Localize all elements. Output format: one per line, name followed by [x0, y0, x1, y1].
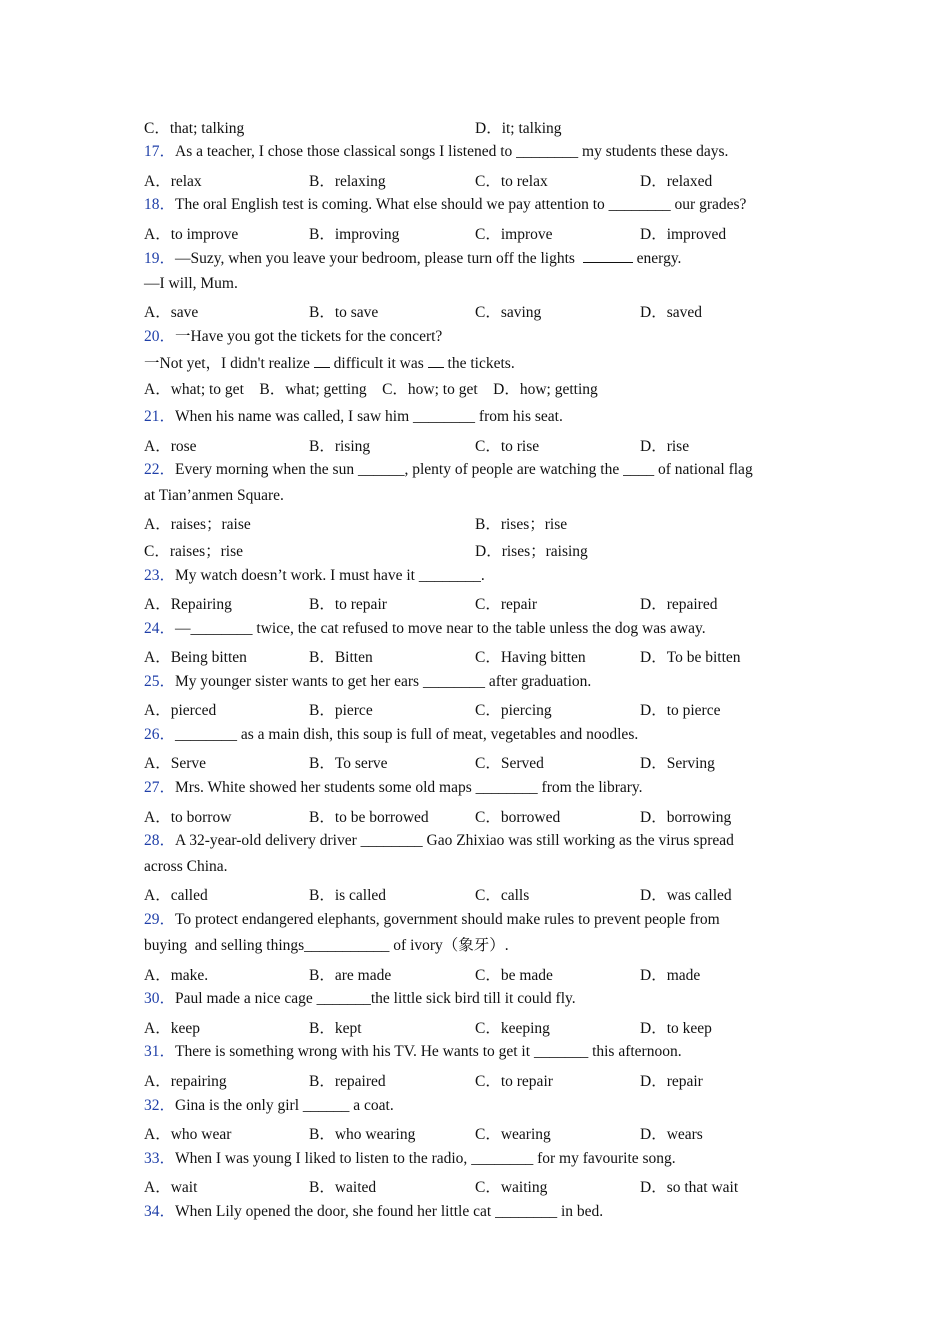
question-number: 21． [144, 408, 176, 425]
option-c: C．Having bitten [475, 649, 586, 666]
question-number: 30． [144, 990, 176, 1007]
option-a: A．make. [144, 967, 209, 984]
option-c: C．that; talking [144, 120, 245, 137]
question-20-reply: 一Not yet，I didn't realize difficult it was the tickets. [144, 355, 515, 372]
option-d: D．wears [640, 1126, 703, 1143]
option-c: C．Served [475, 755, 544, 772]
option-b: B．to repair [309, 596, 387, 613]
option-d: D．was called [640, 887, 732, 904]
option-b: B．to be borrowed [309, 809, 429, 826]
option-a: A．raises；raise [144, 516, 251, 533]
option-d: D．made [640, 967, 701, 984]
option-b: B．rising [309, 438, 371, 455]
option-c: C．improve [475, 226, 553, 243]
option-a: A．relax [144, 173, 202, 190]
option-c: C．calls [475, 887, 530, 904]
question-17: 17．As a teacher, I chose those classical songs I listened to ________ my students these days. [144, 143, 729, 160]
question-32: 32．Gina is the only girl ______ a coat. [144, 1097, 394, 1114]
question-31: 31．There is something wrong with his TV. He wants to get it _______ this afternoon. [144, 1043, 682, 1060]
option-a: A．wait [144, 1179, 198, 1196]
question-18: 18．The oral English test is coming. What else should we pay attention to ________ our grades? [144, 196, 747, 213]
option-c: C．piercing [475, 702, 552, 719]
option-c: C．raises；rise [144, 543, 244, 560]
option-c: C．keeping [475, 1020, 550, 1037]
question-number: 17． [144, 143, 176, 160]
question-number: 33． [144, 1150, 176, 1167]
question-23: 23．My watch doesn’t work. I must have it ________. [144, 567, 485, 584]
question-28: 28．A 32-year-old delivery driver ________ Gao Zhixiao was still working as the virus spread [144, 832, 734, 849]
question-34: 34．When Lily opened the door, she found her little cat ________ in bed. [144, 1203, 604, 1220]
question-19-reply: —I will, Mum. [144, 275, 238, 292]
question-22-cont: at Tian’anmen Square. [144, 487, 284, 504]
question-number: 24． [144, 620, 176, 637]
question-number: 34． [144, 1203, 176, 1220]
question-29: 29．To protect endangered elephants, government should make rules to prevent people from [144, 911, 720, 928]
option-b: B．Bitten [309, 649, 373, 666]
question-28-cont: across China. [144, 858, 228, 875]
question-number: 28． [144, 832, 176, 849]
answer-blank [583, 248, 633, 263]
option-a: A．who wear [144, 1126, 232, 1143]
option-a: A．save [144, 304, 199, 321]
option-a: A．rose [144, 438, 197, 455]
option-d: D．so that wait [640, 1179, 739, 1196]
question-number: 22． [144, 461, 176, 478]
question-19: 19．—Suzy, when you leave your bedroom, please turn off the lights energy. [144, 250, 682, 267]
option-a: A．Being bitten [144, 649, 247, 666]
question-25: 25．My younger sister wants to get her ears ________ after graduation. [144, 673, 592, 690]
option-a: A．keep [144, 1020, 200, 1037]
option-d: D．relaxed [640, 173, 713, 190]
option-c: C．saving [475, 304, 542, 321]
option-a: A．Serve [144, 755, 206, 772]
question-20: 20．一Have you got the tickets for the concert? [144, 328, 443, 345]
option-c: C．repair [475, 596, 537, 613]
question-number: 29． [144, 911, 176, 928]
options-row: A．what; to get B．what; getting C．how; to get D．how; getting [144, 381, 598, 398]
question-number: 20． [144, 328, 176, 345]
option-c: C．to repair [475, 1073, 553, 1090]
option-d: D．rise [640, 438, 690, 455]
question-number: 27． [144, 779, 176, 796]
option-c: C．to relax [475, 173, 548, 190]
option-a: A．to improve [144, 226, 239, 243]
option-b: B．are made [309, 967, 392, 984]
option-a: A．Repairing [144, 596, 232, 613]
option-b: B．improving [309, 226, 400, 243]
option-d: D．to pierce [640, 702, 721, 719]
option-b: B．pierce [309, 702, 373, 719]
option-d: D．To be bitten [640, 649, 741, 666]
question-29-cont: buying and selling things___________ of ivory（象牙）. [144, 937, 509, 954]
option-d: D．borrowing [640, 809, 732, 826]
question-21: 21．When his name was called, I saw him ________ from his seat. [144, 408, 563, 425]
option-c: C．be made [475, 967, 553, 984]
option-a: A．called [144, 887, 208, 904]
question-number: 26． [144, 726, 176, 743]
option-d: D．to keep [640, 1020, 712, 1037]
option-c: C．waiting [475, 1179, 548, 1196]
option-d: D．repair [640, 1073, 703, 1090]
option-b: B．rises；rise [475, 516, 568, 533]
option-b: B．is called [309, 887, 387, 904]
answer-blank [314, 353, 330, 368]
question-24: 24．—________ twice, the cat refused to move near to the table unless the dog was away. [144, 620, 706, 637]
option-c: C．borrowed [475, 809, 561, 826]
question-number: 25． [144, 673, 176, 690]
option-b: B．kept [309, 1020, 362, 1037]
option-a: A．pierced [144, 702, 217, 719]
option-d: D．saved [640, 304, 702, 321]
option-a: A．to borrow [144, 809, 232, 826]
question-number: 23． [144, 567, 176, 584]
option-d: D．improved [640, 226, 727, 243]
option-c: C．wearing [475, 1126, 551, 1143]
option-d: D．rises；raising [475, 543, 588, 560]
question-number: 31． [144, 1043, 176, 1060]
option-d: D．Serving [640, 755, 715, 772]
answer-blank [428, 353, 444, 368]
option-c: C．to rise [475, 438, 540, 455]
option-b: B．To serve [309, 755, 388, 772]
option-b: B．relaxing [309, 173, 386, 190]
question-26: 26．________ as a main dish, this soup is full of meat, vegetables and noodles. [144, 726, 639, 743]
option-d: D．repaired [640, 596, 718, 613]
question-number: 18． [144, 196, 176, 213]
option-d: D．it; talking [475, 120, 562, 137]
question-number: 19． [144, 250, 176, 267]
question-30: 30．Paul made a nice cage _______the little sick bird till it could fly. [144, 990, 576, 1007]
option-b: B．who wearing [309, 1126, 416, 1143]
question-22: 22．Every morning when the sun ______, plenty of people are watching the ____ of national flag [144, 461, 753, 478]
option-b: B．waited [309, 1179, 377, 1196]
question-33: 33．When I was young I liked to listen to the radio, ________ for my favourite song. [144, 1150, 676, 1167]
option-b: B．to save [309, 304, 379, 321]
option-b: B．repaired [309, 1073, 386, 1090]
question-number: 32． [144, 1097, 176, 1114]
question-27: 27．Mrs. White showed her students some old maps ________ from the library. [144, 779, 643, 796]
option-a: A．repairing [144, 1073, 227, 1090]
